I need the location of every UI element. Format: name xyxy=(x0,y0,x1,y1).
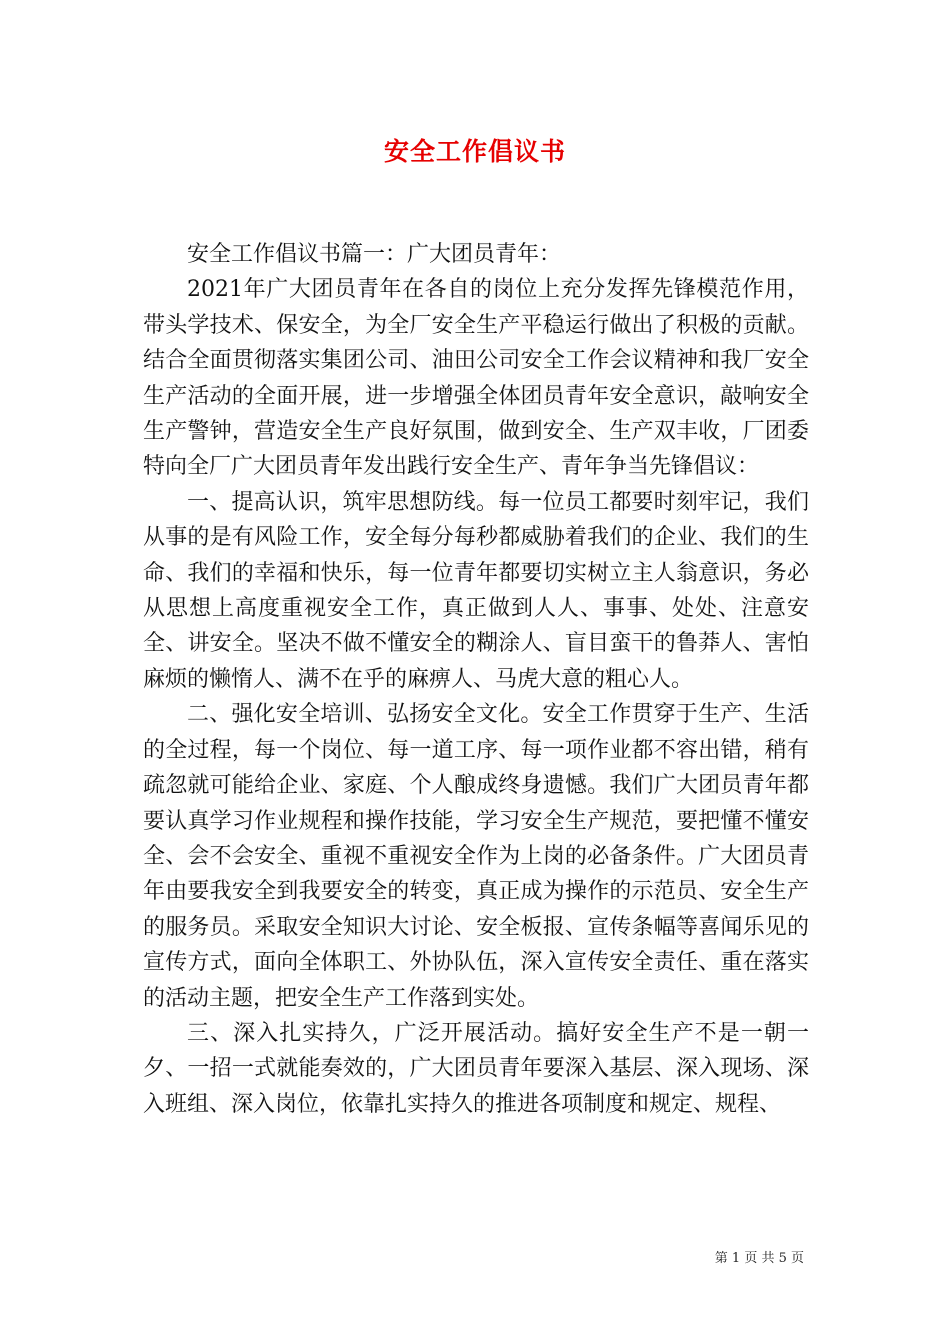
document-title: 安全工作倡议书 xyxy=(383,137,566,166)
document-body xyxy=(143,237,809,1122)
paragraph-intro: 2021年广大团员青年在各自的岗位上充分发挥先锋模范作用，带头学技术、保安全，为全厂安全生产平稳运行做出了积极的贡献。结合全面贯彻落实集团公司、油田公司安全工作会议精神和我厂安全生产活动的全面开展，进一步增强全体团员青年安全意识，敲响安全生产警钟，营造安全生产良好氛围，做到安全、生产双丰收，厂团委特向全厂广大团员青年发出践行安全生产、青年争当先锋倡议： xyxy=(143,277,809,480)
paragraph-point-2: 二、强化安全培训、弘扬安全文化。安全工作贯穿于生产、生活的全过程，每一个岗位、每一道工序、每一项作业都不容出错，稍有疏忽就可能给企业、家庭、个人酿成终身遗憾。我们广大团员青年都要认真学习作业规程和操作技能，学习安全生产规范，要把懂不懂安全、会不会安全、重视不重视安全作为上岗的必备条件。广大团员青年由要我安全到我要安全的转变，真正成为操作的示范员、安全生产的服务员。采取安全知识大讨论、安全板报、宣传条幅等喜闻乐见的宣传方式，面向全体职工、外协队伍，深入宣传安全责任、重在落实的活动主题，把安全生产工作落到实处。 xyxy=(143,702,809,1011)
paragraph-point-1: 一、提高认识，筑牢思想防线。每一位员工都要时刻牢记，我们从事的是有风险工作，安全每分每秒都威胁着我们的企业、我们的生命、我们的幸福和快乐，每一位青年都要切实树立主人翁意识，务必从思想上高度重视安全工作，真正做到人人、事事、处处、注意安全、讲安全。坚决不做不懂安全的糊涂人、盲目蛮干的鲁莽人、害怕麻烦的懒惰人、满不在乎的麻痹人、马虎大意的粗心人。 xyxy=(143,489,809,692)
paragraph-point-3: 三、深入扎实持久，广泛开展活动。搞好安全生产不是一朝一夕、一招一式就能奏效的，广大团员青年要深入基层、深入现场、深入班组、深入岗位，依靠扎实持久的推进各项制度和规定、规程、 xyxy=(143,1020,809,1117)
page-number-footer: 第 1 页 共 5 页 xyxy=(714,1251,804,1266)
greeting-line: 安全工作倡议书篇一：广大团员青年： xyxy=(187,242,562,267)
